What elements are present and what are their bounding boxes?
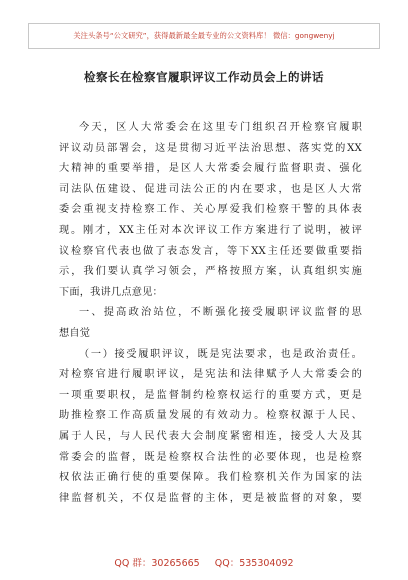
footer-qq-group: QQ 群：30265665 [114,558,200,569]
body-line: 现。刚才，XX主任对本次评议工作方案进行了说明，被评 [59,224,362,236]
body-line: 一项重要职权，是监督制约检察权运行的重要方式，更是 [59,389,362,401]
section-heading-line: 一、提高政治站位，不断强化接受履职评议监督的思 [79,307,362,319]
document-title: 检察长在检察官履职评议工作动员会上的讲话 [84,70,324,84]
body-line: 委会重视支持检察工作、关心厚爱我们检察干警的具体表 [59,204,362,216]
body-line: 对检察官进行履职评议，是宪法和法律赋予人大常委会的 [59,369,362,381]
body-line: 助推检察工作高质量发展的有效动力。检察权源于人民、 [59,410,362,422]
body-line: 大精神的重要举措，是区人大常委会履行监督职责、强化 [59,163,362,175]
section-heading-line: 想自觉 [59,327,91,339]
footer-contact [0,555,408,569]
body-line: 常委会的监督，既是检察权合法性的必要体现，也是检察 [59,451,362,463]
body-line: 示，我们要认真学习领会，严格按照方案，认真组织实施 [59,266,362,278]
header-banner-text: 关注头条号“公文研究”，获得最新最全最专业的公文资料库！ 微信：gongwenyj [73,31,335,40]
body-line: 权依法正确行使的重要保障。我们检察机关作为国家的法 [59,472,362,484]
document-body [59,118,362,509]
body-line: 评议动员部署会，这是贯彻习近平法治思想、落实党的XX [59,142,362,154]
body-line: 律监督机关，不仅是监督的主体，更是被监督的对象，要 [59,492,362,504]
body-line: 议检察官代表也做了表态发言，等下XX主任还要做重要指 [59,245,362,257]
body-line: 今天，区人大常委会在这里专门组织召开检察官履职 [79,122,362,133]
footer-qq: QQ：535304092 [214,558,294,569]
body-line: 下面，我讲几点意见： [59,286,163,298]
body-line: 司法队伍建设、促进司法公正的内在要求，也是区人大常 [59,183,362,195]
body-line: 属于人民，与人民代表大会制度紧密相连，接受人大及其 [59,430,362,442]
subsection-heading-line: （一）接受履职评议，既是宪法要求，也是政治责任。 [79,348,362,360]
header-banner [28,23,380,49]
